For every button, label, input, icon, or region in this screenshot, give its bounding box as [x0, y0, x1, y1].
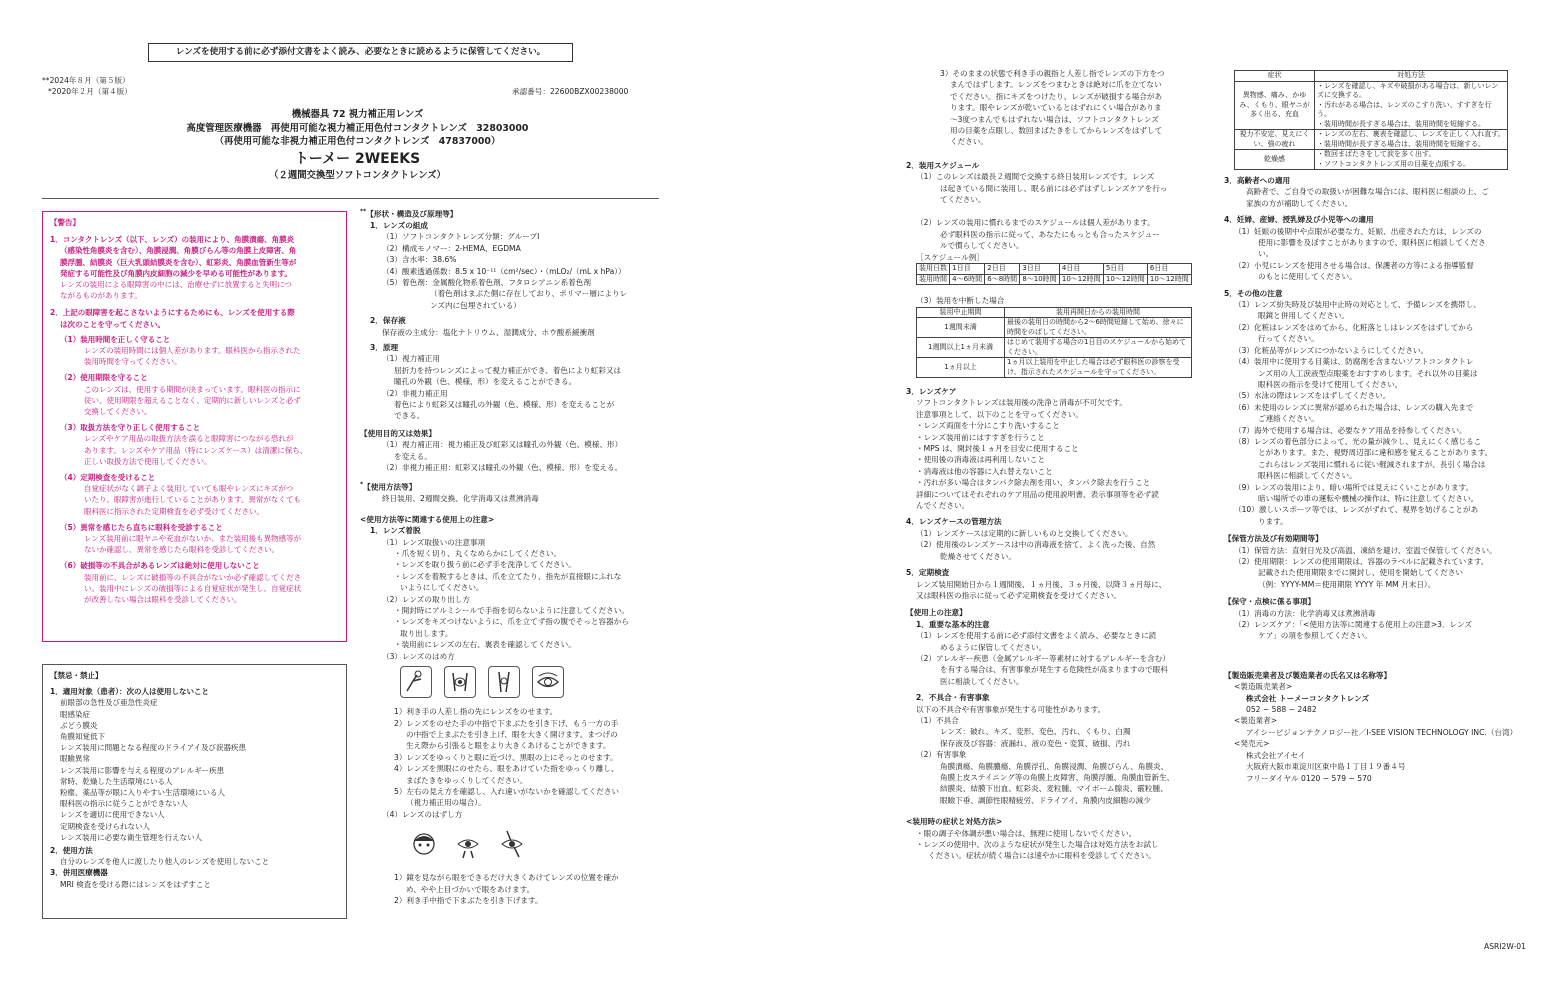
text-line: 眼瞼下垂、調節性眼精疲労、ドライアイ、角膜内皮細胞の減少 [940, 795, 1151, 805]
section-heading: <使用方法等に関連する使用上の注意> [360, 514, 495, 524]
list-item: 定期検査を受けられない人 [60, 821, 150, 831]
text-line: <製造販売業者> [1234, 682, 1293, 692]
text-line: ・汚れが多い場合はタンパク除去剤を用い、タンパク除去を行うこと [916, 478, 1151, 488]
revision-mark: * [360, 481, 364, 489]
text-line: 1）鏡を見ながら眼をできるだけ大きくあけてレンズの位置を確か [394, 873, 619, 883]
table-cell: 1ヵ月以上装用を中止した場合は必ず眼科医の診察を受け、指示されたスケジュールを守ってください。 [1005, 358, 1192, 378]
schedule-table [916, 263, 1192, 285]
warning-text: 正しい取扱方法で使用してください。 [84, 456, 212, 466]
table-row [1235, 150, 1508, 170]
text-line: レンズ装用開始日から１週間後、１ヵ月後、３ヵ月後、以降３ヵ月毎に、 [916, 579, 1167, 589]
contraindication-box [42, 664, 347, 919]
text-line: 結膜炎、結膜下出血、虹彩炎、麦粒腫、マイボーム腺炎、霰粒腫、 [940, 784, 1168, 794]
text-line: （1）レンズ紛失時及び装用中止時の対応として、予備レンズを携帯し、 [1234, 300, 1481, 310]
text-line: ・レンズ装用前にはすすぎを行うこと [916, 432, 1045, 442]
text-line: （1）レンズ取扱いの注意事項 [382, 537, 486, 547]
text-line: ・MPS は、開封後１ヵ月を目安に使用すること [916, 444, 1079, 454]
subsection-heading: 3．原理 [370, 343, 399, 352]
text-line: 4）レンズを黒眼にのせたら、眼をあけていた指をゆっくり離し、 [394, 764, 619, 774]
warning-text: このレンズは、使用する期間が決まっています。眼科医の指示に [84, 384, 301, 394]
text-line: 株式会社アイセイ [1246, 750, 1306, 760]
text-line: を有する場合は、有害事象が発生する危険性が高まりますので眼科 [940, 665, 1168, 675]
text-line: 行ってください。 [1258, 334, 1319, 344]
text-line: レンズ：破れ、キズ、変形、変色、汚れ、くもり、白濁 [940, 727, 1131, 737]
text-line: のもとに使用してください。 [1258, 272, 1357, 282]
table-cell: 1週間以上1ヵ月未満 [917, 338, 1005, 358]
text-line: 医に相談してください。 [940, 676, 1024, 686]
text-line: （10）激しいスポーツ等では、レンズがずれて、視界を妨げることがあ [1234, 505, 1479, 515]
text-line: （2）レンズの取り出し方 [382, 594, 470, 604]
list-item: 眼科医の指示に従うことができない人 [60, 799, 188, 809]
contraindication-text: MRI 検査を受ける際にはレンズをはずすこと [60, 879, 211, 889]
text-line: （着色剤はまぶた側に存在しており、ポリマー層によりレ [430, 289, 628, 299]
subsection-heading: 3．レンズケア [906, 387, 957, 396]
text-line: とがあります。また、視野周辺部に違和感を覚えることがあります。 [1258, 448, 1493, 458]
text-line: <製造業者> [1234, 716, 1278, 726]
table-cell: 装用日数 [917, 264, 950, 275]
subsection-heading: 5．その他の注意 [1224, 288, 1283, 298]
section-heading: 【使用方法等】 [363, 483, 417, 492]
text-line: 必ず眼科医の指示に従って、あなたにもっとも合ったスケジュー [940, 229, 1160, 239]
text-line: （2）アレルギー疾患（金属アレルギー等素材に対するアレルギーを含む） [916, 653, 1170, 663]
text-line: ・眼の調子や体調が悪い場合は、無理に使用しないでください。 [916, 828, 1137, 838]
text-line: 取り出します。 [400, 628, 453, 638]
phone-number: フリーダイヤル 0120 − 579 − 570 [1246, 773, 1372, 783]
text-line: 2）利き手中指で下まぶたを引き下げます。 [394, 895, 543, 905]
table-cell: 8〜10時間 [1020, 274, 1060, 285]
warning-text: 発症する可能性及び角膜内皮細胞の減少を早める可能性があります。 [60, 268, 292, 278]
text-line: んでください。 [916, 501, 970, 511]
pull-eyelid-icon [452, 828, 484, 860]
subsection-heading: 2．不具合・有害事象 [916, 693, 990, 703]
revision-date: *2020年２月（第４版） [48, 87, 132, 96]
list-item: 粉塵、薬品等が眼に入りやすい生活環境にいる人 [60, 788, 225, 798]
warning-text: レンズ装用前に眼ヤニや充血がないか、また装用後も異物感等が [84, 534, 302, 544]
text-line: めるように保管してください。 [940, 642, 1047, 652]
divider [42, 198, 659, 199]
section-heading: 【製造販売業者及び製造業者の氏名又は名称等】 [1224, 670, 1392, 680]
text-line: （1）レンズケースは定期的に新しいものと交換してください。 [916, 528, 1133, 538]
table-cell: ・レンズの左右、裏表を確認し、レンズを正しく入れ直す。 ・装用時間が長すぎる場合は、装用時間を短縮する。 [1315, 130, 1508, 150]
list-item: レンズ装用に影響を与える程度のアレルギー疾患 [60, 765, 225, 775]
text-line: 着色により虹彩又は瞳孔の外観（色、模様、形）を変えることが [394, 400, 615, 410]
insertion-illustrations [400, 666, 660, 698]
text-line: これらはレンズ装用に慣れるに従い軽減されますが、長引く場合は [1258, 459, 1486, 469]
text-line: （例：YYYY-MM＝使用期限 YYYY 年 MM 月末日）。 [1258, 579, 1436, 589]
text-line: 〜3度つまんでもはずれない場合は、ソフトコンタクトレンズ [950, 114, 1159, 124]
text-line: 1）利き手の人差し指の先にレンズをのせます。 [394, 707, 558, 717]
table-cell: ・レンズを確認し、キズや破損がある場合は、新しいレンズに交換する。 ・汚れがある場合は、レンズのこすり洗い、すすぎを行う。 ・装用時間が長すぎる場合は、装用時間を短縮する。 [1315, 81, 1508, 130]
revision-mark: ** [360, 208, 367, 215]
text-line: ご連絡ください。 [1258, 414, 1319, 424]
text-line: 注意事項として、以下のことを守ってください。 [916, 409, 1083, 419]
text-line: （2）非視力補正用：虹彩又は瞳孔の外観（色、模様、形）を変える。 [382, 463, 623, 473]
text-line: （2）レンズケア：「<使用方法等に関連する使用上の注意>3．レンズ [1234, 620, 1472, 630]
text-line: ・装用前にレンズの左右、裏表を確認してください。 [394, 640, 576, 650]
warning-text: レンズの装用による眼障害の中には、治療せずに放置すると失明につ [60, 280, 292, 290]
table-cell: 装用時間 [917, 274, 950, 285]
table-cell: 装用中止期間 [917, 307, 1005, 318]
text-line: 瞳孔の外観（色、模様、形）を変えることができる。 [394, 377, 577, 387]
text-line: 保存液の主成分：塩化ナトリウム、湿潤成分、ホウ酸系緩衝剤 [382, 327, 595, 337]
text-line: ・レンズを着脱するときは、爪を立てたり、指先が直接眼にふれな [394, 571, 622, 581]
column-3 [906, 68, 1201, 913]
section-heading: 【使用上の注意】 [906, 608, 967, 618]
text-line: （2）非視力補正用 [382, 388, 448, 398]
text-line: ります。眼やレンズが乾いているとはずれにくい場合がありま [950, 103, 1162, 113]
warning-subhead: （4）定期検査を受けること [60, 473, 156, 483]
text-line: （1）視力補正用 [382, 354, 440, 364]
text-line: ください。 [950, 137, 988, 147]
revision-dates [42, 75, 132, 97]
text-line: （2）使用期限：レンズの使用期限は、容器のラベルに記載されています。 [1234, 557, 1489, 566]
contraindication-list [50, 697, 339, 843]
text-line: （5）水泳の際はレンズをはずしてください。 [1234, 391, 1391, 401]
warning-text: あります。レンズやケア用品（特にレンズケース）は清潔に保ち、 [84, 445, 308, 455]
text-line: （2）化粧はレンズをはめてから、化粧落としはレンズをはずしてから [1234, 322, 1474, 332]
subsection-heading: 1．レンズ着脱 [370, 526, 421, 536]
subsection-heading: 2．保存液 [370, 316, 406, 326]
list-item: 角膜知覚低下 [60, 732, 105, 742]
table-cell: 4日目 [1059, 264, 1103, 275]
text-line: （3）装用を中断した場合 [916, 296, 1005, 306]
text-line: 角膜上皮ステイニング等の角膜上皮障害、角膜浮腫、角膜血管新生、 [940, 773, 1175, 782]
text-line: （4）酸素透過係数：8.5 x 10⁻¹¹（cm²/sec）・（mLO₂/（mL x hPa）） [382, 266, 626, 276]
warning-text: 2．上記の眼障害を起こさないようにするためにも、レンズを使用する際 [50, 308, 295, 318]
text-line: ンズ内に包埋されている） [430, 300, 521, 310]
text-line: ・開封時にアルミシールで手指を切らないように注意してください。 [394, 606, 629, 616]
warning-subhead: （2）使用期限を守ること [60, 373, 148, 383]
warning-text: は次のことを守ってください。 [60, 319, 165, 329]
table-row [917, 307, 1192, 318]
document-code: ASRI2W-01 [1484, 942, 1526, 951]
text-line: の中指で上まぶたを引き上げ、眼を大きく開けます。まつげの [406, 729, 618, 739]
text-line: （8）レンズの着色部分によって、光の量が減少し、見えにくく感じるこ [1234, 436, 1482, 446]
warning-text: （感染性角膜炎を含む）、角膜浸潤、角膜びらん等の角膜上皮障害、角 [60, 246, 297, 256]
subsection-heading: 5．定期検査 [906, 568, 950, 578]
warning-subhead: （1）装用時間を正しく守ること [60, 334, 171, 344]
warning-box [42, 211, 347, 642]
text-line: 保存液及び容器：液漏れ、液の変色・変質、破損、汚れ [940, 738, 1131, 748]
classification: 高度管理医療機器 再使用可能な視力補正用色付コンタクトレンズ 32803000 [186, 122, 529, 134]
warning-subhead: （5）異常を感じたら直ちに眼科を受診すること [60, 522, 223, 532]
text-line: 高齢者で、ご自身での取扱いが困難な場合には、眼科医に相談の上、ご [1246, 187, 1489, 197]
text-line: ソフトコンタクトレンズは装用後の洗浄と消毒が不可欠です。 [916, 398, 1127, 408]
table-row [1235, 71, 1508, 82]
text-line: 家族の方が補助してください。 [1246, 198, 1353, 208]
table-cell: 2日目 [985, 264, 1020, 275]
text-line: を変える。 [394, 451, 432, 461]
table-row [917, 318, 1192, 338]
text-line: ・レンズの使用中、次のような症状が発生した場合は対処方法をお試し [916, 840, 1159, 850]
text-line: （4）レンズのはずし方 [382, 809, 463, 819]
warning-text: い。装用中にレンズの破損等による自覚症状が発生し、自覚症状 [84, 583, 302, 593]
text-line: 生え際から引張ると眼をより大きくあけることができます。 [406, 741, 611, 751]
list-item: レンズ装用に必要な衛生管理を行えない人 [60, 832, 203, 842]
text-line: （5）着色剤：金属酸化物系着色剤、フタロシアニン系着色剤 [382, 277, 591, 287]
text-line: （7）海外で使用する場合は、必要なケア用品を持参してください。 [1234, 425, 1467, 435]
address: 大阪府大阪市東淀川区東中島１丁目１９番４号 [1246, 762, 1406, 772]
text-line: （1）消毒の方法：化学消毒又は煮沸消毒 [1234, 608, 1376, 618]
table-cell: 10〜12時間 [1103, 274, 1147, 285]
warning-text: 膜浮腫、結膜炎（巨大乳頭結膜炎を含む）、虹彩炎、角膜血管新生等が [60, 257, 297, 267]
text-line: （3）含水率：38.6% [382, 255, 457, 265]
column-4 [1224, 70, 1520, 870]
text-line: （2）レンズの装用に慣れるまでのスケジュールは個人差があります。 [916, 218, 1155, 228]
eye-lens-icon [532, 666, 564, 698]
text-line: （2）有害事象 [916, 750, 967, 760]
warning-text: レンズの装用時間には個人差があります。眼科医から指示された [84, 346, 301, 356]
text-line: 角膜潰瘍、角膜膿瘍、角膜浮孔、角膜浸潤、角膜びらん、角膜炎、 [940, 761, 1169, 771]
warning-text: 自覚症状がなく調子よく装用していても眼やレンズにキズがつ [84, 484, 294, 494]
warning-text: 装用時間を守ってください。 [84, 357, 182, 367]
warning-text: 交換してください。 [84, 407, 152, 417]
text-line: ります。 [1258, 516, 1288, 526]
text-line: （3）レンズのはめ方 [382, 651, 455, 661]
warning-subhead: （3）取扱方法を守り正しく使用すること [60, 423, 201, 433]
subsection-heading: 3．高齢者への適用 [1224, 176, 1291, 185]
text-line: 以下の不具合や有害事象が発生する可能性があります。 [916, 704, 1106, 714]
text-line: め、やや上目づかいで眼をあけます。 [406, 884, 535, 894]
text-line: ・レンズを取り扱う前に必ず手を洗浄してください。 [394, 560, 576, 570]
text-line: 5）左右の見え方を確認し、入れ違いがないかを確認してください [394, 786, 620, 796]
text-line: 眼科医に相談してください。 [1258, 471, 1357, 481]
pinch-lens-icon [496, 828, 528, 860]
list-item: 前眼部の急性及び亜急性炎症 [60, 698, 158, 708]
text-line: 終日装用、2週間交換、化学消毒又は煮沸消毒 [382, 494, 539, 504]
text-line: ・爪を短く切り、丸くなめらかにしてください。 [394, 549, 562, 559]
subsection-heading: 4．妊婦、産婦、授乳婦及び小児等への適用 [1224, 215, 1374, 225]
text-line: 用の目薬を点眼し、数回まばたきをしてからレンズをはずして [950, 126, 1163, 136]
table-row [917, 338, 1192, 358]
text-line: （1）ソフトコンタクトレンズ分類：グループⅠ [382, 232, 540, 242]
text-line: まばたきをゆっくりしてください。 [406, 775, 528, 785]
finger-lens-icon [488, 666, 520, 698]
text-line: い。 [1258, 249, 1274, 259]
classification: （再使用可能な非視力補正用色付コンタクトレンズ 47837000） [214, 136, 501, 147]
text-line: は起きている間に装用し、眠る前には必ずはずしレンズケアを行っ [940, 183, 1168, 193]
text-line: （3）化粧品等がレンズにつかないようにしてください。 [1234, 345, 1429, 355]
list-item: レンズ装用に問題となる程度のドライアイ及び涙器疾患 [60, 743, 246, 753]
table-cell: ・数回まばたきをして涙を多く出す。 ・ソフトコンタクトレンズ用の目薬を点眼する。 [1315, 150, 1508, 170]
warning-text: が改善しない場合は眼科を受診してください。 [84, 595, 242, 605]
table-cell: 1日目 [950, 264, 985, 275]
manufacturer-name: 株式会社 トーメーコンタクトレンズ [1246, 693, 1370, 703]
revision-date: **2024年８月（第５版） [42, 76, 130, 85]
text-line: 3）レンズをゆっくりと眼に近づけ、黒眼の上にそっとのせます。 [394, 752, 618, 762]
text-line: 眼鏡と併用してください。 [1258, 311, 1350, 321]
warning-subhead: （6）破損等の不具合があるレンズは絶対に使用しないこと [60, 561, 260, 571]
title-block [60, 108, 655, 182]
column-2 [360, 206, 660, 936]
phone-number: 052 − 588 − 2482 [1246, 705, 1317, 715]
text-line: （1）妊娠の後期中や点眼が必要な方、妊娠、出産された方は、レンズの [1234, 226, 1482, 236]
notice-box: レンズを使用する前に必ず添付文書をよく読み、必要なときに読めるように保管してください。 [148, 43, 573, 62]
table-cell: 症状 [1235, 71, 1315, 82]
warning-text: 眼科医に指示された定期検査を必ず受けてください。 [84, 506, 264, 516]
subsection-heading: 4．レンズケースの管理方法 [906, 517, 1002, 527]
text-line: ください。症状が続く場合には速やかに眼科を受診してください。 [928, 851, 1156, 861]
table-cell: 対処方法 [1315, 71, 1508, 82]
text-line: 記載された使用期限までに開封し、使用を開始してください [1258, 568, 1464, 578]
table-caption: ［スケジュール例］ [916, 252, 984, 262]
warning-text: いたり、眼障害が進行していることがあります。異常がなくても [84, 495, 301, 505]
text-line: （1）このレンズは最長２週間で交換する終日装用レンズです。レンズ [916, 172, 1155, 182]
text-line: ・使用後の消毒液は再利用しないこと [916, 455, 1046, 465]
text-line: できる。 [394, 411, 425, 421]
warning-title: 【警告】 [50, 218, 80, 227]
table-cell: 1週間未満 [917, 318, 1005, 338]
list-item: 眼感染症 [60, 709, 90, 719]
text-line: ・レンズをキズつけないように、爪を立てず指の腹でそっと容器から [394, 617, 629, 627]
text-line: （6）未使用のレンズに異常が認められた場合は、レンズの購入先まで [1234, 402, 1474, 412]
subsection-heading: 2．装用スケジュール [906, 160, 980, 170]
classification: 機械器具 72 視力補正用レンズ [291, 109, 424, 120]
section-heading: 【保管方法及び有効期間等】 [1224, 534, 1323, 544]
text-line: （1）レンズを使用する前に必ず添付文書をよく読み、必要なときに読 [916, 631, 1157, 641]
table-cell: 3日目 [1020, 264, 1060, 275]
table-row [917, 274, 1192, 285]
product-name: トーメー 2WEEKS [294, 150, 421, 167]
list-item: レンズを適切に使用できない人 [60, 810, 165, 820]
contraindication-head: 2．使用方法 [50, 846, 93, 856]
contraindication-title: 【禁忌・禁止】 [50, 671, 103, 680]
warning-text: ながるものがあります。 [60, 291, 142, 301]
table-cell: 最後の装用日の時間から2〜6時間短縮して始め、徐々に時間をのばしてください。 [1005, 318, 1192, 338]
text-line: 3）そのままの状態で利き手の親指と人差し指でレンズの下方をつ [940, 69, 1165, 78]
contraindication-head: 3．併用医療機器 [50, 868, 108, 878]
text-line: でください。指にキズをつけたり、レンズが破損する場合があ [950, 91, 1163, 101]
text-line: ・レンズ両面を十分にこすり洗いすること [916, 421, 1060, 431]
text-line: 使用に影響を及ぼすことがありますので、眼科医に相談してくださ [1258, 238, 1486, 248]
contraindication-head: 1．適用対象（患者）：次の人は使用しないこと [50, 687, 209, 697]
warning-text: ないか確認し、異常を感じたら眼科を受診してください。 [84, 545, 279, 555]
table-cell: 10〜12時間 [1147, 274, 1191, 285]
section-heading: 【保守・点検に係る事項】 [1224, 597, 1316, 607]
approval-number: 承認番号：22600BZX00238000 [512, 87, 629, 96]
text-line: （1）不具合 [916, 715, 959, 725]
list-item: 常時、乾燥した生活環境にいる人 [60, 776, 173, 786]
section-heading: 【使用目的又は効果】 [360, 428, 436, 438]
table-cell: 装用再開日からの装用時間 [1005, 307, 1192, 318]
text-line: 又は眼科医の指示に従って必ず定期検査を受けてください。 [916, 590, 1122, 600]
table-cell: 異物感、痛み、かゆみ、くもり、眼ヤニが多く出る、充血 [1235, 81, 1315, 130]
text-line: ンズ用の人工涙液型点眼薬をおすすめします。それ以外の目薬は [1258, 368, 1478, 378]
hand-lens-icon [400, 666, 432, 698]
text-line: （2）使用後のレンズケースは中の消毒液を捨て、よく洗った後、自然 [916, 540, 1156, 550]
table-cell: 4〜6時間 [950, 274, 985, 285]
text-line: ケア」の項を参照してください。 [1258, 631, 1372, 641]
table-cell: 1ヵ月以上 [917, 358, 1005, 378]
text-line: てください。 [940, 195, 986, 205]
table-cell: 5日目 [1103, 264, 1147, 275]
table-row [917, 264, 1192, 275]
text-line: （視力補正用の場合）。 [406, 798, 486, 808]
face-mirror-icon [408, 828, 440, 860]
text-line: ルで慣らしてください。 [940, 241, 1024, 251]
text-line: （1）視力補正用：視力補正及び虹彩又は瞳孔の外観（色、模様、形） [382, 440, 623, 450]
text-line: （4）装用中に使用する目薬は、防腐剤を含まないソフトコンタクトレ [1234, 357, 1474, 367]
table-row [917, 358, 1192, 378]
text-line: 暗い場所での車の運転や機械の操作は、特に注意してください。 [1258, 493, 1479, 503]
table-cell: 6日目 [1147, 264, 1191, 275]
text-line: （1）保管方法：直射日光及び高温、凍結を避け、室温で保管してください。 [1234, 545, 1497, 555]
table-cell: 10〜12時間 [1059, 274, 1103, 285]
text-line: いようにしてください。 [400, 583, 484, 593]
eye-open-icon [444, 666, 476, 698]
list-item: ぶどう膜炎 [60, 720, 98, 730]
table-cell: 乾燥感 [1235, 150, 1315, 170]
list-item: 眼瞼異常 [60, 754, 90, 764]
text-line: 乾燥させてください。 [940, 551, 1016, 561]
contraindication-text: 自分のレンズを他人に渡したり他人のレンズを使用しないこと [60, 857, 270, 867]
text-line: 2）レンズをのせた手の中指で下まぶたを引き下げ、もう一方の手 [394, 718, 619, 728]
table-cell: 視力不安定、見えにくい、強の疲れ [1235, 130, 1315, 150]
interruption-table [916, 307, 1192, 379]
text-line: まんではずします。レンズをつまむときは絶対に爪を立てない [950, 80, 1162, 90]
text-line: <発売元> [1234, 739, 1270, 749]
text-line: 眼科医の指示を受けて使用してください。 [1258, 379, 1403, 389]
removal-illustrations [408, 828, 660, 860]
warning-text: レンズやケア用品の取扱方法を誤ると眼障害につながる恐れが [84, 434, 294, 444]
section-heading: 【形状・構造及び原理等】 [366, 209, 458, 219]
text-line: （2）構成モノマー：2-HEMA、EGDMA [382, 243, 521, 253]
table-cell: 6〜8時間 [985, 274, 1020, 285]
warning-text: 従い、使用期限を超えることなく、定期的に新しいレンズと必ず [84, 395, 301, 405]
text-line: 詳細についてはそれぞれのケア用品の使用説明書、表示事項等を必ず読 [916, 489, 1159, 499]
subsection-heading: 1．重要な基本的注意 [916, 619, 990, 629]
text-line: アイシービジョンテクノロジー社／I-SEE VISION TECHNOLOGY INC.（台湾） [1246, 727, 1518, 737]
table-cell: はじめて装用する場合の1日目のスケジュールから始めてください。 [1005, 338, 1192, 358]
section-heading: <装用時の症状と対処方法> [906, 817, 1003, 827]
warning-text: 1．コンタクトレンズ（以下、レンズ）の装用により、角膜潰瘍、角膜炎 [50, 235, 295, 245]
table-row [1235, 130, 1508, 150]
product-subtitle: （２週間交換型ソフトコンタクトレンズ） [269, 169, 446, 181]
text-line: （2）小児にレンズを使用させる場合は、保護者の方等による指導監督 [1234, 260, 1474, 270]
text-line: 屈折力を持つレンズによって視力補正ができ、着色により虹彩又は [394, 365, 622, 375]
text-line: （9）レンズの装用により、暗い場所では見えにくいことがあります。 [1234, 482, 1474, 492]
table-row [1235, 81, 1508, 130]
symptom-table [1234, 70, 1508, 170]
subsection-heading: 1．レンズの組成 [370, 220, 429, 230]
warning-text: 装用前に、レンズに破損等の不具合がないか必ず確認してくださ [84, 572, 302, 582]
text-line: ・消毒液は他の容器に入れ替えないこと [916, 466, 1053, 476]
